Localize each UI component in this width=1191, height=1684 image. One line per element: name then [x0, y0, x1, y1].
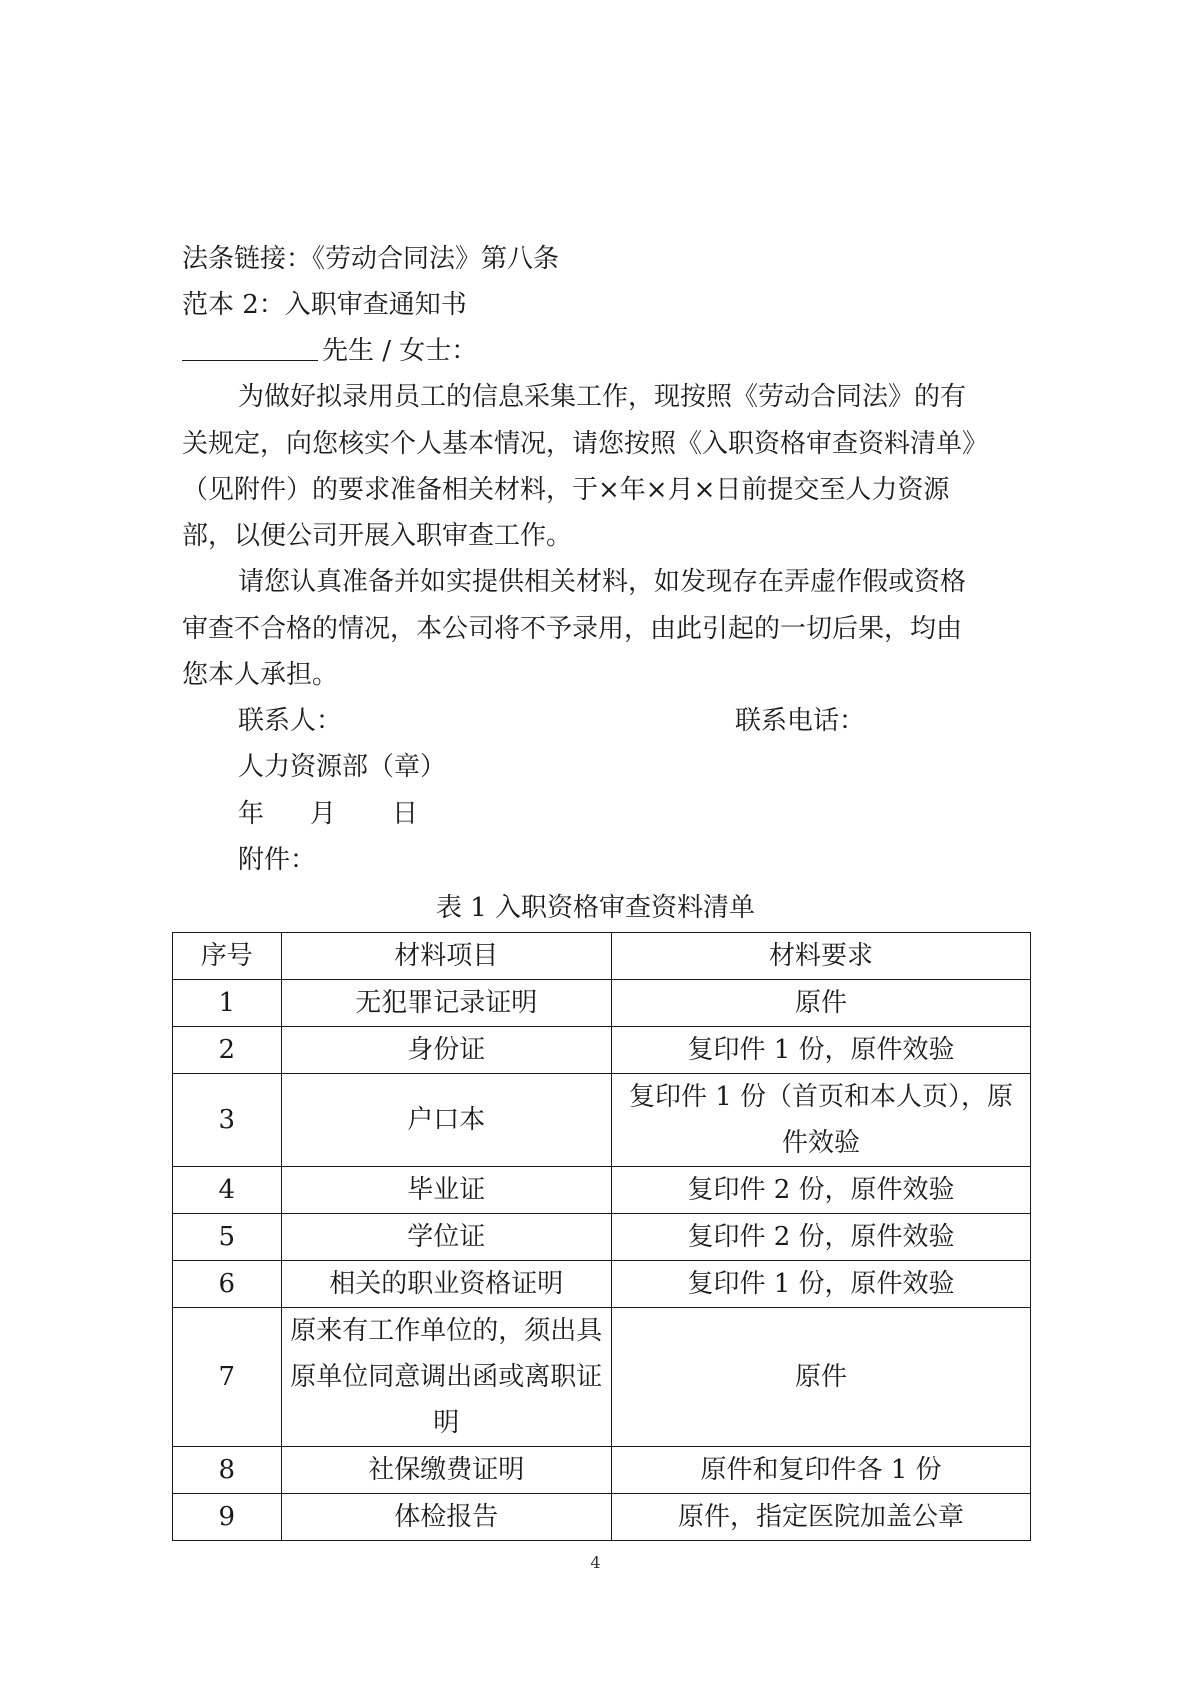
table-row: [173, 980, 1031, 1027]
table-row: [173, 1027, 1031, 1074]
cell-req: 复印件 2 份，原件效验: [612, 1214, 1031, 1261]
contact-label: 联系人：: [238, 706, 343, 736]
sample-title: 范本 2：入职审查通知书: [182, 290, 467, 320]
header-item: 材料项目: [281, 933, 612, 980]
cell-no: 7: [173, 1308, 282, 1447]
date-month: 月: [310, 799, 337, 829]
table-header-row: [173, 933, 1031, 980]
law-link-line: 法条链接：《劳动合同法》第八条: [182, 244, 560, 274]
cell-item: 社保缴费证明: [281, 1447, 612, 1494]
page-number: 4: [590, 1553, 601, 1572]
table-row: [173, 1214, 1031, 1261]
cell-item: 相关的职业资格证明: [281, 1261, 612, 1308]
salutation-text: 先生 / 女士：: [322, 336, 478, 366]
cell-item: 学位证: [281, 1214, 612, 1261]
name-blank: [182, 334, 318, 361]
paragraph1-line3: （见附件）的要求准备相关材料，于×年×月×日前提交至人力资源: [182, 475, 950, 505]
header-req: 材料要求: [612, 933, 1031, 980]
paragraph2-line3: 您本人承担。: [182, 660, 339, 690]
table-row: [173, 1308, 1031, 1447]
cell-no: 1: [173, 980, 282, 1027]
date-year: 年: [238, 799, 265, 829]
table-row: [173, 1447, 1031, 1494]
cell-item: 户口本: [281, 1074, 612, 1167]
cell-req: 复印件 1 份（首页和本人页），原件效验: [612, 1074, 1031, 1167]
cell-req: 复印件 1 份，原件效验: [612, 1027, 1031, 1074]
paragraph1-line4: 部，以便公司开展入职审查工作。: [182, 521, 573, 551]
header-no: 序号: [173, 933, 282, 980]
cell-no: 4: [173, 1167, 282, 1214]
cell-req: 复印件 2 份，原件效验: [612, 1167, 1031, 1214]
cell-item: 原来有工作单位的，须出具原单位同意调出函或离职证明: [281, 1308, 612, 1447]
cell-req: 原件和复印件各 1 份: [612, 1447, 1031, 1494]
paragraph1-line1: 为做好拟录用员工的信息采集工作，现按照《劳动合同法》的有: [238, 382, 967, 412]
cell-no: 3: [173, 1074, 282, 1167]
paragraph2-line2: 审查不合格的情况，本公司将不予录用，由此引起的一切后果，均由: [182, 614, 963, 644]
materials-table: [172, 932, 1031, 1541]
cell-req: 原件: [612, 1308, 1031, 1447]
cell-req: 复印件 1 份，原件效验: [612, 1261, 1031, 1308]
paragraph2-line1: 请您认真准备并如实提供相关材料，如发现存在弄虚作假或资格: [238, 567, 967, 597]
cell-req: 原件: [612, 980, 1031, 1027]
department-seal: 人力资源部（章）: [238, 752, 447, 782]
table-row: [173, 1074, 1031, 1167]
paragraph1-line2: 关规定，向您核实个人基本情况，请您按照《入职资格审查资料清单》: [182, 429, 989, 459]
table-row: [173, 1261, 1031, 1308]
table-caption: 表 1 入职资格审查资料清单: [435, 893, 756, 923]
date-day: 日: [392, 799, 419, 829]
cell-no: 2: [173, 1027, 282, 1074]
cell-no: 5: [173, 1214, 282, 1261]
cell-req: 原件，指定医院加盖公章: [612, 1494, 1031, 1541]
table-row: [173, 1494, 1031, 1541]
cell-item: 体检报告: [281, 1494, 612, 1541]
cell-no: 9: [173, 1494, 282, 1541]
date-line: [238, 797, 418, 831]
cell-item: 毕业证: [281, 1167, 612, 1214]
phone-label: 联系电话：: [735, 706, 866, 736]
attachment-label: 附件：: [238, 845, 317, 875]
table-row: [173, 1167, 1031, 1214]
cell-item: 无犯罪记录证明: [281, 980, 612, 1027]
cell-item: 身份证: [281, 1027, 612, 1074]
cell-no: 8: [173, 1447, 282, 1494]
cell-no: 6: [173, 1261, 282, 1308]
salutation-line: [182, 334, 477, 368]
